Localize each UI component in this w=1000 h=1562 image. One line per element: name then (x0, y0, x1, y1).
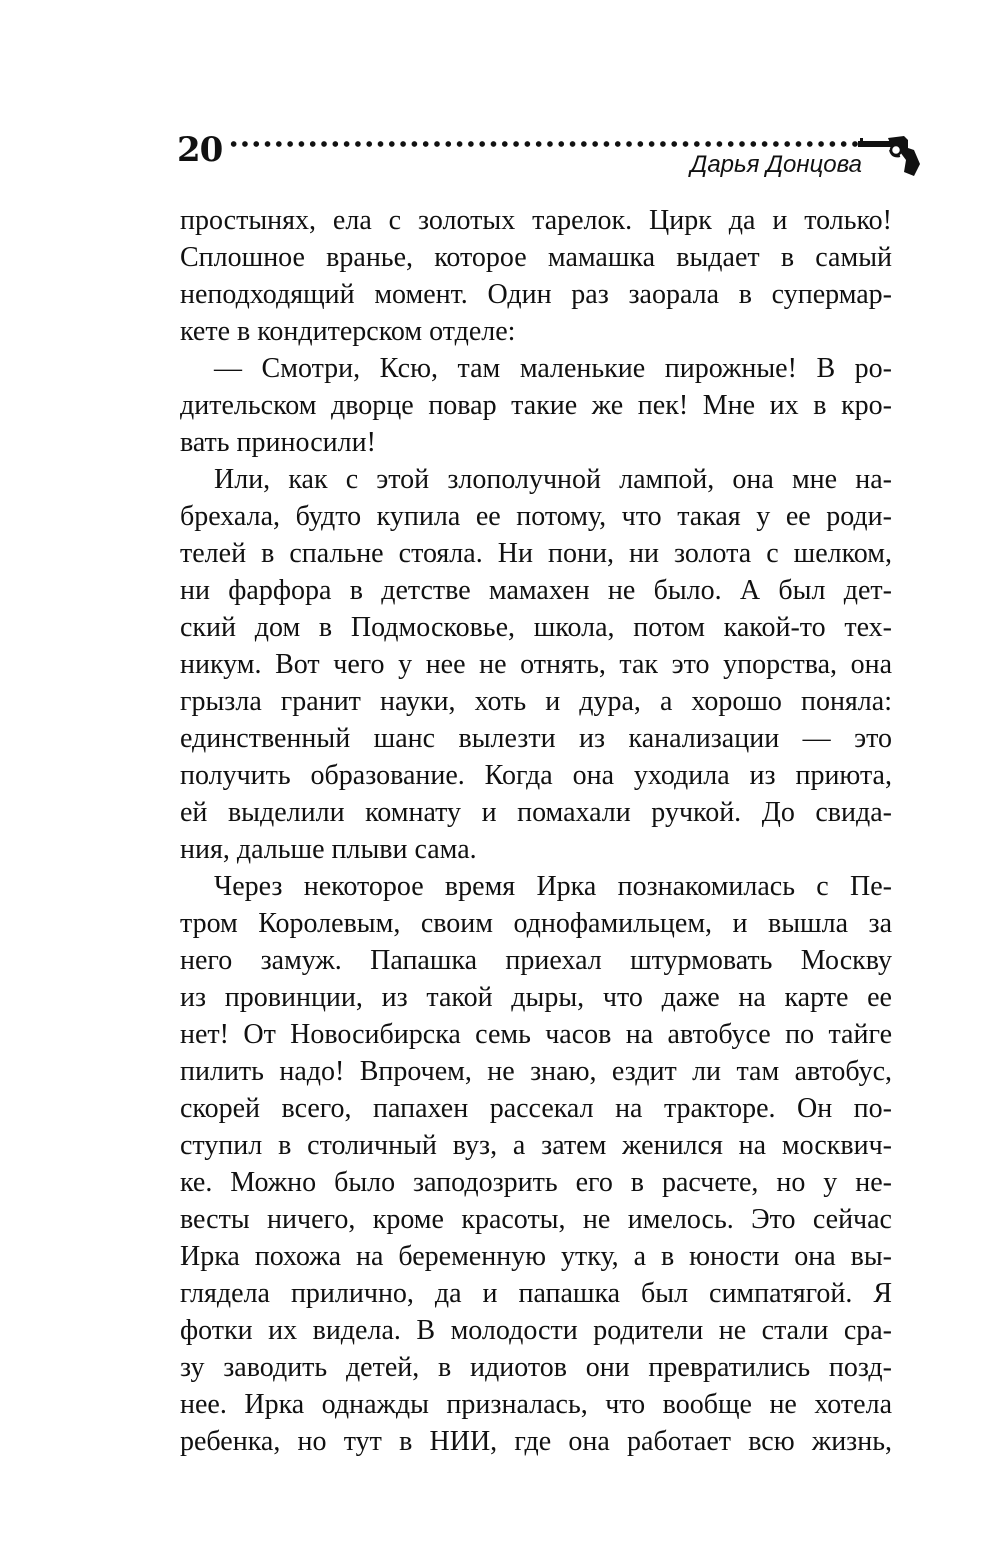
text-line: неподходящий момент. Один раз заорала в супермар- (180, 279, 892, 310)
text-line: телей в спальне стояла. Ни пони, ни золота с шелком, (180, 538, 892, 569)
revolver-icon (858, 132, 920, 178)
text-line: нее. Ирка однажды призналась, что вообще не хотела (180, 1389, 892, 1420)
text-line: дительском дворце повар такие же пек! Мне их в кро- (180, 390, 892, 421)
text-line: ей выделили комнату и помахали ручкой. До свида- (180, 797, 892, 828)
text-line: него замуж. Папашка приехал штурмовать Москву (180, 945, 892, 976)
text-line: тром Королевым, своим однофамильцем, и вышла за (180, 908, 892, 939)
text-line: фотки их видела. В молодости родители не стали сра- (180, 1315, 892, 1346)
text-line: Через некоторое время Ирка познакомилась с Пе- (214, 871, 892, 902)
text-line: брехала, будто купила ее потому, что такая у ее роди- (180, 501, 892, 532)
text-line: нет! От Новосибирска семь часов на автобусе по тайге (180, 1019, 892, 1050)
dot-leader-divider (228, 140, 860, 148)
text-line: никум. Вот чего у нее не отнять, так это упорства, она (180, 649, 892, 680)
text-line: вать приносили! (180, 427, 376, 458)
text-line: ни фарфора в детстве мамахен не было. А был дет- (180, 575, 892, 606)
text-line: глядела прилично, да и папашка был симпатягой. Я (180, 1278, 892, 1309)
text-line: ребенка, но тут в НИИ, где она работает всю жизнь, (180, 1426, 892, 1457)
text-line: получить образование. Когда она уходила из приюта, (180, 760, 892, 791)
text-line: ке. Можно было заподозрить его в расчете, но у не- (180, 1167, 892, 1198)
text-line: простынях, ела с золотых тарелок. Цирк да и только! (180, 205, 892, 236)
text-line: Ирка похожа на беременную утку, а в юности она вы- (180, 1241, 892, 1272)
text-line: пилить надо! Впрочем, не знаю, ездит ли там автобус, (180, 1056, 892, 1087)
text-line: из провинции, из такой дыры, что даже на карте ее (180, 982, 892, 1013)
running-header-author: Дарья Донцова (690, 151, 862, 178)
text-line: единственный шанс вылезти из канализации — это (180, 723, 892, 754)
text-line: зу заводить детей, в идиотов они превратились позд- (180, 1352, 892, 1383)
body-text (180, 202, 892, 1460)
text-line: Сплошное вранье, которое мамашка выдает в самый (180, 242, 892, 273)
text-line: Или, как с этой злополучной лампой, она мне на- (214, 464, 892, 495)
text-line: ступил в столичный вуз, а затем женился на москвич- (180, 1130, 892, 1161)
text-line: ский дом в Подмосковье, школа, потом какой-то тех- (180, 612, 892, 643)
text-line: ния, дальше плыви сама. (180, 834, 477, 865)
page-number: 20 (177, 130, 223, 170)
text-line: весты ничего, кроме красоты, не имелось. Это сейчас (180, 1204, 892, 1235)
text-line: скорей всего, папахен рассекал на тракторе. Он по- (180, 1093, 892, 1124)
text-line: грызла гранит науки, хоть и дура, а хорошо поняла: (180, 686, 892, 717)
text-line: кете в кондитерском отделе: (180, 316, 516, 347)
text-line: — Смотри, Ксю, там маленькие пирожные! В ро- (214, 353, 892, 384)
